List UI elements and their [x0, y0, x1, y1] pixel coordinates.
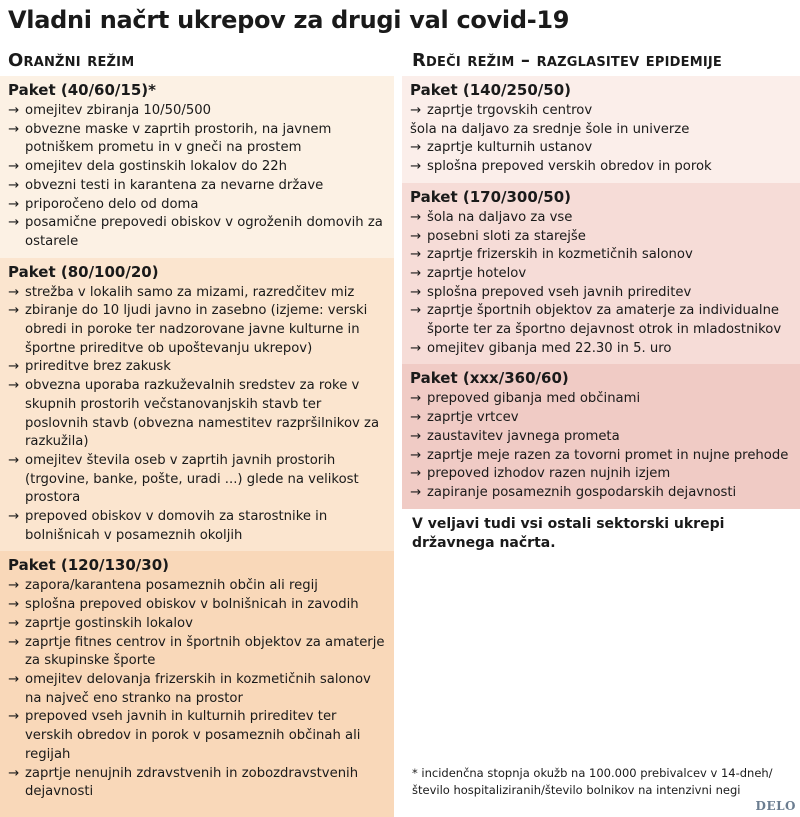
red-packages [402, 76, 800, 509]
left-heading-text: Oranžni režim [8, 50, 135, 71]
measure-text: splošna prepoved verskih obredov in porok [427, 159, 712, 175]
measure-text: omejitev števila oseb v zaprtih javnih prostorih (trgovine, banke, pošte, uradi ...) glede na velikost prostora [25, 452, 359, 506]
measure-item [410, 484, 792, 503]
arrow-right-icon: → [8, 215, 20, 231]
measure-item [8, 634, 386, 671]
measure-item [8, 577, 386, 596]
measure-text: splošna prepoved vseh javnih prireditev [427, 284, 692, 300]
arrow-right-icon: → [8, 765, 20, 781]
red-regime-column [402, 76, 800, 553]
measure-item [410, 409, 792, 428]
measure-item [410, 102, 792, 121]
measure-item [8, 284, 386, 303]
arrow-right-icon: → [8, 597, 20, 613]
left-package-2 [0, 258, 394, 552]
right-heading-main: Rdeči režim [412, 50, 515, 71]
measure-item [410, 121, 792, 140]
measure-item [410, 302, 792, 339]
measure-item [410, 209, 792, 228]
measure-text: zaprtje frizerskih in kozmetičnih salonov [427, 247, 693, 263]
measure-text: omejitev zbiranja 10/50/500 [25, 103, 212, 118]
arrow-right-icon: → [8, 671, 20, 687]
left-package-3 [0, 551, 394, 816]
arrow-right-icon: → [410, 447, 422, 463]
measure-text: posamične prepovedi obiskov v ogroženih domovih za ostarele [25, 215, 383, 249]
arrow-right-icon: → [8, 452, 20, 468]
arrow-right-icon: → [8, 177, 20, 193]
measure-text: zaprtje vrtcev [427, 410, 519, 426]
measure-item [410, 447, 792, 466]
left-column-heading [8, 50, 134, 71]
arrow-right-icon: → [410, 284, 422, 300]
measure-text: zaprtje kulturnih ustanov [427, 140, 593, 156]
package-title: Paket (xxx/360/60) [410, 369, 569, 388]
arrow-right-icon: → [8, 709, 20, 725]
package-measure-list [8, 577, 386, 801]
arrow-right-icon: → [410, 247, 422, 263]
package-measure-list [410, 209, 792, 359]
measure-text: prepoved vseh javnih in kulturnih prireditev ter verskih obredov in porok v posameznih občinah ali regijah [25, 709, 361, 762]
right-package-1 [402, 76, 800, 183]
orange-regime-column [0, 76, 394, 817]
measure-text: prepoved izhodov razen nujnih izjem [427, 466, 671, 482]
package-title: Paket (40/60/15)* [8, 81, 156, 99]
measure-text: zaprtje gostinskih lokalov [25, 615, 193, 631]
arrow-right-icon: → [410, 265, 422, 281]
measure-item [410, 465, 792, 484]
page-title: Vladni načrt ukrepov za drugi val covid-19 [8, 6, 570, 34]
measure-text: prepoved gibanja med občinami [427, 391, 641, 407]
right-column-heading [412, 50, 722, 71]
measure-text: zapora/karantena posameznih občin ali regij [25, 578, 318, 594]
arrow-right-icon: → [410, 103, 422, 118]
right-package-2 [402, 183, 800, 365]
measure-text: omejitev gibanja med 22.30 in 5. uro [427, 340, 672, 356]
measure-item [8, 452, 386, 508]
arrow-right-icon: → [8, 303, 20, 319]
measure-item [8, 358, 386, 377]
measure-text: zaprtje trgovskih centrov [427, 103, 593, 118]
measure-text: zaustavitev javnega prometa [427, 428, 620, 444]
measure-item [8, 102, 386, 121]
measure-item [410, 228, 792, 247]
arrow-right-icon: → [8, 509, 20, 525]
measure-text: zbiranje do 10 ljudi javno in zasebno (izjeme: verski obredi in poroke ter nadzorovane javne kulturne in športne prireditve ob upoštevanju ukrepov) [25, 303, 368, 356]
arrow-right-icon: → [410, 140, 422, 156]
measure-item [8, 214, 386, 251]
package-title: Paket (140/250/50) [410, 81, 572, 99]
arrow-right-icon: → [410, 228, 422, 244]
measure-item [410, 265, 792, 284]
measure-item [410, 284, 792, 303]
left-package-1 [0, 76, 394, 258]
footnote: * incidenčna stopnja okužb na 100.000 prebivalcev v 14-dneh/ število hospitaliziranih/število bolnikov na intenzivni negi [412, 766, 773, 797]
arrow-right-icon: → [410, 466, 422, 482]
measure-text: strežba v lokalih samo za mizami, razredčitev miz [25, 284, 355, 300]
arrow-right-icon: → [8, 615, 20, 631]
measure-item [8, 708, 386, 764]
delo-logo: DELO [755, 799, 796, 813]
arrow-right-icon: → [410, 410, 422, 426]
measure-item [410, 428, 792, 447]
arrow-right-icon: → [8, 159, 20, 175]
measure-item [8, 377, 386, 452]
measure-text: obvezni testi in karantena za nevarne države [25, 177, 324, 193]
package-measure-list [8, 284, 386, 546]
measure-item [8, 177, 386, 196]
arrow-right-icon: → [410, 340, 422, 356]
arrow-right-icon: → [8, 121, 20, 137]
arrow-right-icon: → [410, 159, 422, 175]
measure-text: obvezna uporaba razkuževalnih sredstev za roke v skupnih prostorih večstanovanjskih stavb ter poslovnih stavb (obvezna namestitev razpršilnikov za razkužila) [25, 378, 380, 450]
package-title: Paket (120/130/30) [8, 556, 170, 575]
arrow-right-icon: → [8, 578, 20, 594]
measure-text: omejitev dela gostinskih lokalov do 22h [25, 159, 287, 175]
measure-item [8, 196, 386, 215]
measure-item [8, 302, 386, 358]
arrow-right-icon: → [8, 103, 20, 118]
measure-text: zaprtje hotelov [427, 265, 527, 281]
measure-text: šola na daljavo za vse [427, 209, 573, 225]
measure-text: zaprtje nenujnih zdravstvenih in zobozdravstvenih dejavnosti [25, 765, 359, 800]
package-title: Paket (80/100/20) [8, 262, 159, 281]
measure-item [8, 158, 386, 177]
measure-text: posebni sloti za starejše [427, 228, 586, 244]
measure-item [410, 340, 792, 359]
measure-item [8, 508, 386, 545]
arrow-right-icon: → [410, 484, 422, 500]
measure-item [410, 139, 792, 158]
arrow-right-icon: → [8, 284, 20, 300]
measure-item [8, 765, 386, 802]
arrow-right-icon: → [8, 634, 20, 650]
arrow-right-icon: → [8, 378, 20, 394]
package-measure-list [8, 102, 386, 252]
measure-item [8, 596, 386, 615]
arrow-right-icon: → [410, 428, 422, 444]
measure-text: obvezne maske v zaprtih prostorih, na javnem potniškem prometu in v gneči na prostem [25, 121, 332, 156]
arrow-right-icon: → [410, 303, 422, 319]
package-measure-list [410, 102, 792, 177]
measure-text: splošna prepoved obiskov v bolnišnicah in zavodih [25, 597, 359, 613]
measure-text: zaprtje fitnes centrov in športnih objektov za amaterje za skupinske športe [25, 634, 385, 669]
right-heading-dash: – [514, 50, 537, 71]
right-package-3 [402, 364, 800, 508]
measure-text: zaprtje športnih objektov za amaterje za individualne športe ter za športno dejavnost otrok in mladostnikov [427, 303, 782, 338]
package-measure-list [410, 390, 792, 502]
measure-item [8, 121, 386, 158]
measure-item [8, 671, 386, 708]
measure-text: zaprtje meje razen za tovorni promet in nujne prehode [427, 447, 789, 463]
measure-text: prepoved obiskov v domovih za starostnike in bolnišnicah v posameznih okoljih [25, 509, 328, 543]
arrow-right-icon: → [410, 209, 422, 225]
arrow-right-icon: → [8, 196, 20, 212]
measure-item [410, 158, 792, 177]
measure-text: zapiranje posameznih gospodarskih dejavnosti [427, 484, 737, 500]
package-title: Paket (170/300/50) [410, 187, 572, 206]
measure-text: šola na daljavo za srednje šole in univerze [410, 121, 690, 137]
measure-item [410, 246, 792, 265]
measure-text: omejitev delovanja frizerskih in kozmetičnih salonov na največ eno stranko na prostor [25, 671, 371, 706]
measure-text: priporočeno delo od doma [25, 196, 199, 212]
measure-text: prireditve brez zakusk [25, 359, 171, 375]
right-heading-sub: razglasitev epidemije [536, 50, 723, 71]
measure-item [8, 615, 386, 634]
arrow-right-icon: → [410, 391, 422, 407]
sector-measures-note: V veljavi tudi vsi ostali sektorski ukrepi državnega načrta. [412, 515, 725, 551]
arrow-right-icon: → [8, 359, 20, 375]
measure-item [410, 390, 792, 409]
